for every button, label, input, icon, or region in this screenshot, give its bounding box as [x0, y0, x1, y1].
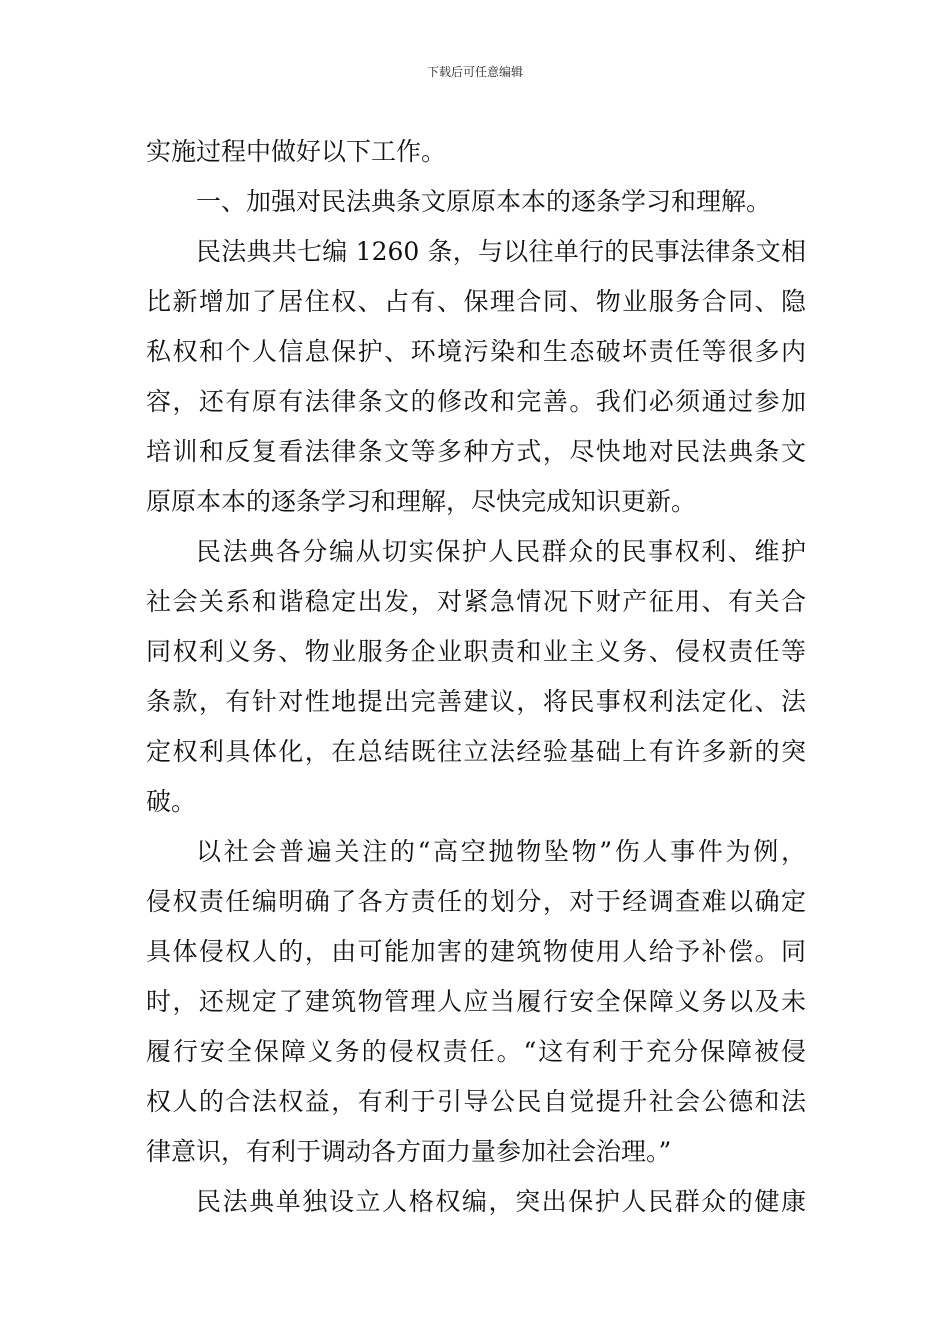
text-line: 具体侵权人的，由可能加害的建筑物使用人给予补偿。同	[146, 937, 806, 966]
text-line: 原原本本的逐条学习和理解，尽快完成知识更新。	[146, 487, 697, 516]
paragraph-heading: 一、加强对民法典条文原原本本的逐条学习和理解。	[196, 187, 772, 216]
text-line: 以社会普遍关注的“高空抛物坠物”伤人事件为例，	[196, 837, 806, 866]
text-line: 条款，有针对性地提出完善建议，将民事权利法定化、法	[146, 687, 806, 716]
text-line: 破。	[146, 787, 197, 816]
text-line: 民法典各分编从切实保护人民群众的民事权利、维护	[196, 537, 806, 566]
text-line: 时，还规定了建筑物管理人应当履行安全保障义务以及未	[146, 987, 806, 1016]
text-line: 容，还有原有法律条文的修改和完善。我们必须通过参加	[146, 387, 806, 416]
text-line: 民法典共七编 1260 条，与以往单行的民事法律条文相	[196, 237, 806, 266]
text-line: 私权和个人信息保护、环境污染和生态破坏责任等很多内	[146, 337, 806, 366]
text-line: 同权利义务、物业服务企业职责和业主义务、侵权责任等	[146, 637, 806, 666]
text-line: 实施过程中做好以下工作。	[146, 137, 447, 166]
text-line: 比新增加了居住权、占有、保理合同、物业服务合同、隐	[146, 287, 806, 316]
text-line: 定权利具体化，在总结既往立法经验基础上有许多新的突	[146, 737, 806, 766]
text-line: 民法典单独设立人格权编，突出保护人民群众的健康	[196, 1187, 806, 1216]
text-line: 履行安全保障义务的侵权责任。“这有利于充分保障被侵	[146, 1037, 806, 1066]
page-header: 下载后可任意编辑	[426, 65, 523, 79]
text-line: 律意识，有利于调动各方面力量参加社会治理。”	[146, 1137, 672, 1166]
text-line: 权人的合法权益，有利于引导公民自觉提升社会公德和法	[146, 1087, 806, 1116]
text-line: 培训和反复看法律条文等多种方式，尽快地对民法典条文	[146, 437, 806, 466]
text-line: 侵权责任编明确了各方责任的划分，对于经调查难以确定	[146, 887, 806, 916]
text-line: 社会关系和谐稳定出发，对紧急情况下财产征用、有关合	[146, 587, 806, 616]
